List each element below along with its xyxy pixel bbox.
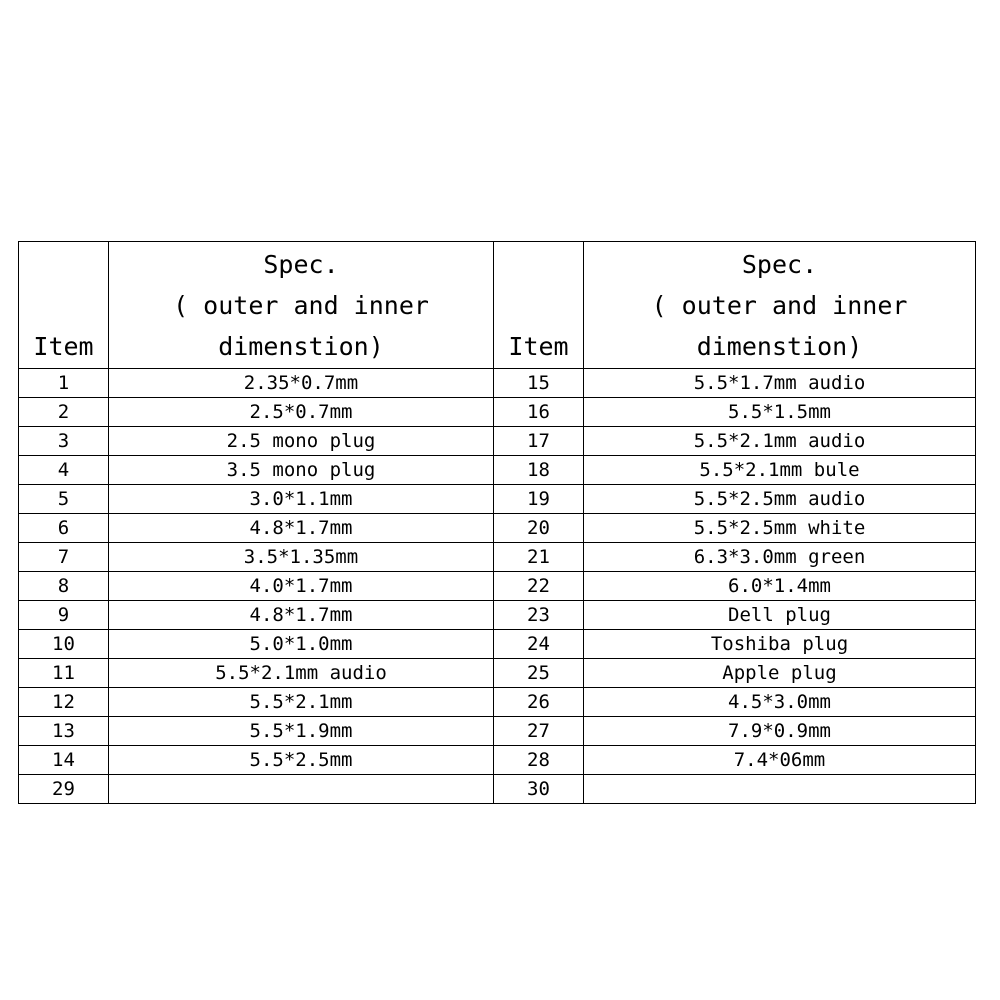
item-header-left: Item: [19, 242, 109, 369]
spec-cell: 5.5*1.9mm: [109, 717, 494, 746]
item-cell: 15: [494, 369, 584, 398]
spec-header-line: ( outer and inner: [651, 291, 908, 320]
item-cell: 18: [494, 456, 584, 485]
item-cell: 11: [19, 659, 109, 688]
spec-cell: 5.5*2.1mm audio: [109, 659, 494, 688]
table-row: [19, 543, 976, 572]
item-cell: 20: [494, 514, 584, 543]
table-row: [19, 456, 976, 485]
item-cell: 16: [494, 398, 584, 427]
item-cell: 8: [19, 572, 109, 601]
table-row: [19, 601, 976, 630]
item-header-right: Item: [494, 242, 584, 369]
spec-cell: 4.8*1.7mm: [109, 601, 494, 630]
spec-cell: 5.5*1.7mm audio: [584, 369, 976, 398]
table-row: [19, 630, 976, 659]
item-cell: 24: [494, 630, 584, 659]
spec-cell: 3.0*1.1mm: [109, 485, 494, 514]
item-cell: 21: [494, 543, 584, 572]
table-row: [19, 717, 976, 746]
item-cell: 29: [19, 775, 109, 804]
item-cell: 26: [494, 688, 584, 717]
spec-cell: 6.0*1.4mm: [584, 572, 976, 601]
table-row: [19, 659, 976, 688]
spec-cell: 2.5 mono plug: [109, 427, 494, 456]
table-row: [19, 398, 976, 427]
spec-header-line: Spec.: [263, 250, 339, 279]
item-cell: 7: [19, 543, 109, 572]
spec-cell: 5.5*2.5mm: [109, 746, 494, 775]
spec-header-right: [584, 242, 976, 369]
spec-header-line: dimenstion): [696, 332, 863, 361]
spec-cell: 2.5*0.7mm: [109, 398, 494, 427]
table-row: [19, 572, 976, 601]
item-cell: 1: [19, 369, 109, 398]
spec-header-left: [109, 242, 494, 369]
spec-cell: 4.8*1.7mm: [109, 514, 494, 543]
table-row: [19, 746, 976, 775]
item-cell: 13: [19, 717, 109, 746]
spec-cell: Toshiba plug: [584, 630, 976, 659]
item-cell: 3: [19, 427, 109, 456]
spec-header-line: Spec.: [741, 250, 818, 279]
spec-cell: Apple plug: [584, 659, 976, 688]
spec-cell: 7.9*0.9mm: [584, 717, 976, 746]
spec-cell: 4.0*1.7mm: [109, 572, 494, 601]
spec-cell: Dell plug: [584, 601, 976, 630]
item-cell: 28: [494, 746, 584, 775]
item-cell: 17: [494, 427, 584, 456]
table-row: [19, 485, 976, 514]
spec-cell: [109, 775, 494, 804]
item-cell: 10: [19, 630, 109, 659]
item-cell: 2: [19, 398, 109, 427]
spec-header-line: dimenstion): [218, 332, 384, 361]
table-row: [19, 775, 976, 804]
item-cell: 23: [494, 601, 584, 630]
spec-cell: 5.5*2.1mm: [109, 688, 494, 717]
spec-cell: 7.4*06mm: [584, 746, 976, 775]
spec-cell: 4.5*3.0mm: [584, 688, 976, 717]
spec-cell: 5.5*1.5mm: [584, 398, 976, 427]
spec-cell: 5.5*2.1mm bule: [584, 456, 976, 485]
spec-header-line: ( outer and inner: [173, 291, 429, 320]
table-row: [19, 514, 976, 543]
table-row: [19, 688, 976, 717]
table-row: [19, 427, 976, 456]
spec-cell: 6.3*3.0mm green: [584, 543, 976, 572]
spec-cell: 5.0*1.0mm: [109, 630, 494, 659]
table-row: [19, 369, 976, 398]
item-cell: 5: [19, 485, 109, 514]
spec-cell: 3.5 mono plug: [109, 456, 494, 485]
spec-cell: 5.5*2.1mm audio: [584, 427, 976, 456]
spec-cell: [584, 775, 976, 804]
item-cell: 27: [494, 717, 584, 746]
spec-table: [18, 241, 976, 804]
item-cell: 12: [19, 688, 109, 717]
item-cell: 30: [494, 775, 584, 804]
item-cell: 22: [494, 572, 584, 601]
spec-cell: 2.35*0.7mm: [109, 369, 494, 398]
item-cell: 14: [19, 746, 109, 775]
item-cell: 25: [494, 659, 584, 688]
item-cell: 19: [494, 485, 584, 514]
spec-cell: 3.5*1.35mm: [109, 543, 494, 572]
item-cell: 4: [19, 456, 109, 485]
spec-cell: 5.5*2.5mm audio: [584, 485, 976, 514]
item-cell: 9: [19, 601, 109, 630]
item-cell: 6: [19, 514, 109, 543]
spec-cell: 5.5*2.5mm white: [584, 514, 976, 543]
header-row: [19, 242, 976, 369]
